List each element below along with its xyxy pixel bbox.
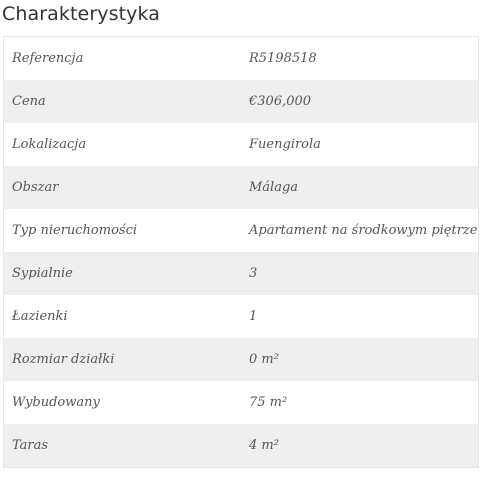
section-title: Charakterystyka [2, 3, 161, 25]
spec-label: Łazienki [12, 309, 68, 324]
spec-label: Taras [4, 424, 250, 468]
spec-value: 0 m² [249, 338, 479, 381]
spec-row-property-type [4, 209, 479, 252]
spec-row-built-size [4, 381, 479, 424]
spec-row-bathrooms [4, 295, 479, 338]
spec-value: Apartament na środkowym piętrze [249, 223, 478, 238]
spec-row-price [4, 80, 479, 123]
spec-label: Rozmiar działki [4, 338, 250, 381]
spec-row-area [4, 166, 479, 209]
spec-label: Wybudowany [12, 395, 100, 410]
spec-value: 1 [249, 309, 258, 324]
spec-row-bedrooms [4, 252, 479, 295]
spec-value: 4 m² [249, 424, 479, 468]
spec-label: Lokalizacja [12, 137, 87, 152]
spec-value: R5198518 [249, 51, 317, 66]
spec-row-reference [4, 37, 479, 81]
spec-label: Referencja [12, 51, 84, 66]
spec-row-plot-size [4, 338, 479, 381]
spec-value: Málaga [249, 166, 479, 209]
spec-value: 3 [249, 252, 479, 295]
spec-value: Fuengirola [249, 137, 321, 152]
spec-label: Obszar [4, 166, 250, 209]
spec-row-location [4, 123, 479, 166]
spec-row-terrace [4, 424, 479, 468]
spec-label: Cena [4, 80, 250, 123]
spec-value: €306,000 [249, 80, 479, 123]
spec-label: Typ nieruchomości [12, 223, 138, 238]
property-specs-table [3, 36, 479, 468]
spec-label: Sypialnie [4, 252, 250, 295]
spec-value: 75 m² [249, 395, 288, 410]
